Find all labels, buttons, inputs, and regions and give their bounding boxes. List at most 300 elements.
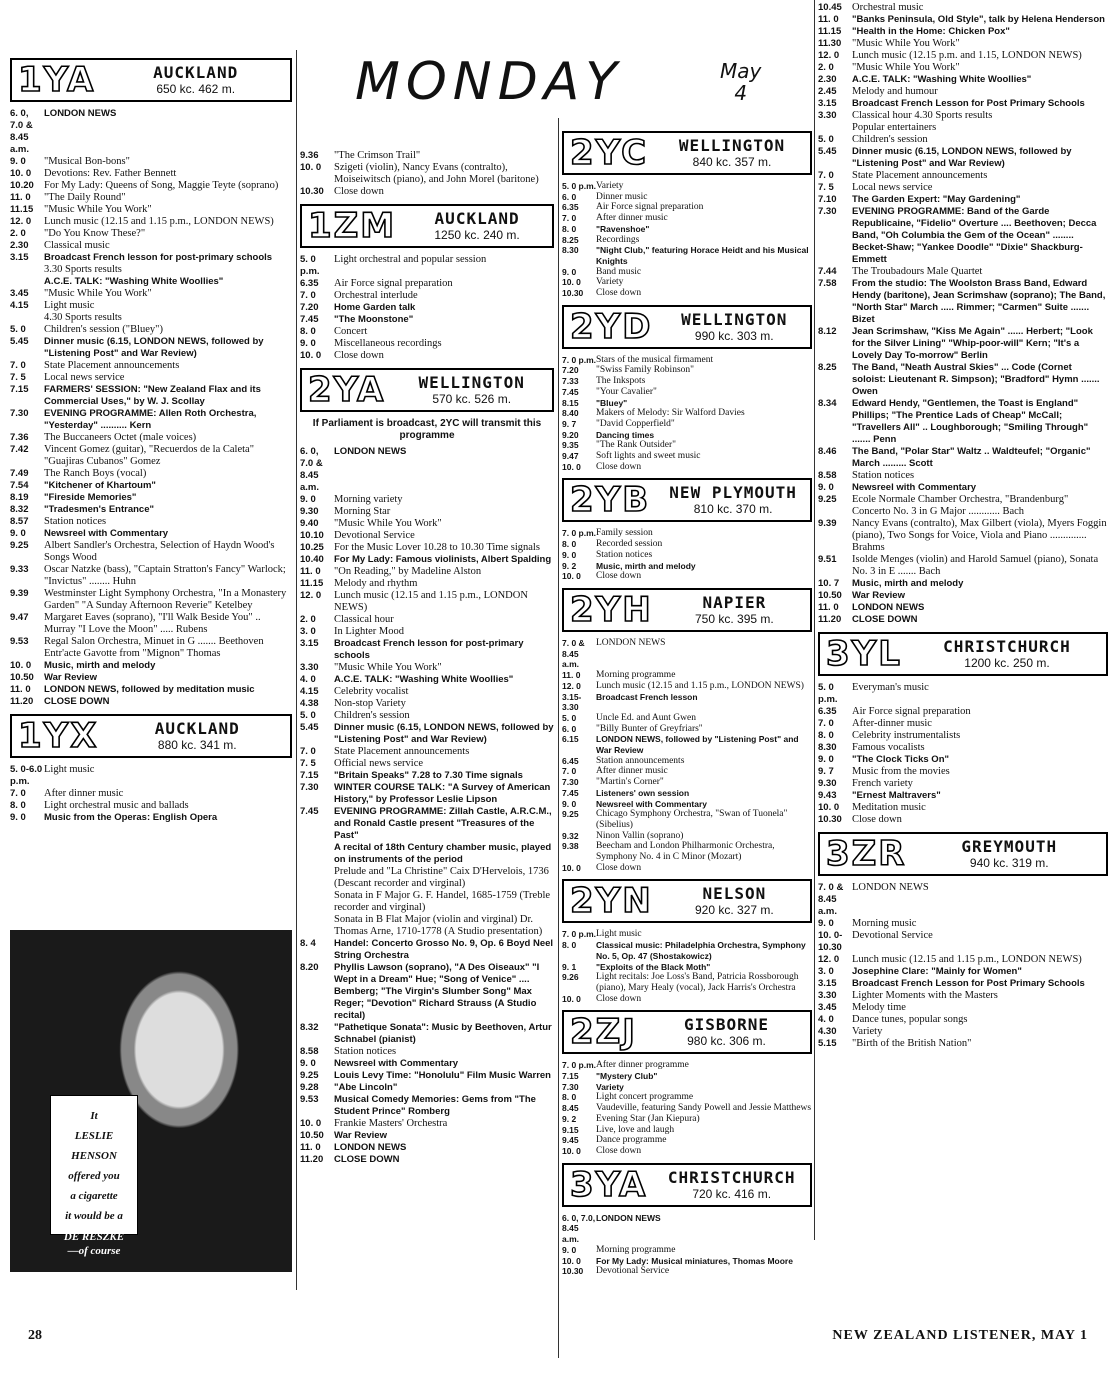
programme-text: "On Reading," by Madeline Alston bbox=[334, 566, 482, 577]
time: 5. 0 p.m. bbox=[818, 682, 838, 705]
programme-item bbox=[562, 766, 812, 777]
ad-line: LESLIE bbox=[74, 1130, 114, 1142]
time: 4.30 bbox=[818, 1026, 837, 1037]
call-sign: 3YL bbox=[826, 634, 902, 674]
programme-text: LONDON NEWS bbox=[852, 602, 925, 613]
call-sign: 3ZR bbox=[826, 834, 907, 874]
programme-item bbox=[10, 336, 292, 360]
time: 7. 0 bbox=[818, 170, 834, 181]
programme-item bbox=[300, 614, 554, 626]
programme-text: Isolde Menges (violin) and Harold Samuel (piano), Sonata No. 3 in E ....... Bach bbox=[852, 554, 1099, 577]
programme-item bbox=[818, 978, 1108, 990]
time: 8.58 bbox=[818, 470, 837, 481]
programme-text: Sonata in B Flat Major (violin and virginal) Dr. Thomas Arne, 1710-1778 (A Studio presentation) bbox=[334, 914, 543, 937]
time: 8.19 bbox=[10, 492, 29, 503]
city: WELLINGTON bbox=[678, 136, 786, 155]
time: 10.30 bbox=[818, 814, 842, 825]
time: 11.15 bbox=[300, 578, 324, 589]
programme-text: Light music bbox=[44, 300, 95, 311]
time: 7. 0 p.m. bbox=[562, 1060, 597, 1071]
time: 9. 7 bbox=[562, 418, 577, 429]
programme-item bbox=[562, 1071, 812, 1082]
station-logo bbox=[10, 714, 292, 758]
programme-item bbox=[818, 918, 1108, 930]
programme-text: After dinner music bbox=[44, 788, 124, 799]
programme-item bbox=[10, 444, 292, 468]
programme-item bbox=[562, 376, 812, 387]
programme-item bbox=[10, 480, 292, 492]
time: 8. 0 bbox=[300, 326, 316, 337]
programme-item bbox=[562, 440, 812, 451]
time: 7.36 bbox=[10, 432, 29, 443]
time: 4. 0 bbox=[818, 1014, 834, 1025]
station-block bbox=[300, 204, 554, 362]
programme-item bbox=[562, 202, 812, 213]
programme-item bbox=[10, 216, 292, 228]
frequency: 570 kc. 526 m. bbox=[432, 392, 512, 406]
programme-text: Beecham and London Philharmonic Orchestra, Symphony No. 4 in C Minor (Mozart) bbox=[596, 841, 775, 863]
programme-text: Station notices bbox=[334, 1046, 397, 1057]
programme-item bbox=[300, 162, 554, 186]
programme-item bbox=[818, 266, 1108, 278]
station-info bbox=[653, 1165, 810, 1205]
programme-text: "Ernest Maltravers" bbox=[852, 790, 941, 801]
time: 9.25 bbox=[300, 1070, 319, 1081]
programme-text: Josephine Clare: "Mainly for Women" bbox=[852, 966, 1022, 977]
programme-text: Ninon Vallin (soprano) bbox=[596, 830, 684, 841]
programme-item bbox=[818, 706, 1108, 718]
station-block bbox=[10, 714, 292, 824]
programme-text: Station notices bbox=[44, 516, 107, 527]
time: 9. 0 bbox=[10, 528, 26, 539]
programme-item bbox=[300, 1022, 554, 1046]
programme-text: Miscellaneous recordings bbox=[334, 338, 442, 349]
programme-text: A recital of 18th Century chamber music, played on instruments of the period bbox=[334, 842, 552, 865]
programme-text: Light concert programme bbox=[596, 1092, 694, 1103]
programme-item bbox=[818, 814, 1108, 826]
ad-line: —of course bbox=[67, 1245, 121, 1257]
time: 8.20 bbox=[300, 962, 319, 973]
programme-item bbox=[562, 841, 812, 862]
programme-text: Morning Star bbox=[334, 506, 391, 517]
programme-text: "Swiss Family Robinson" bbox=[596, 365, 695, 376]
time: 7.15 bbox=[562, 1071, 579, 1082]
time: 9.15 bbox=[562, 1124, 579, 1135]
page-number: 28 bbox=[28, 1328, 42, 1343]
programme-text: Lunch music (12.15 and 1.15 p.m., LONDON NEWS) bbox=[44, 216, 274, 227]
time: 11. 0 bbox=[10, 684, 31, 695]
programme-text: LONDON NEWS bbox=[596, 637, 666, 648]
programme-text: Dancing times bbox=[596, 429, 655, 440]
time: 7. 0 p.m. bbox=[562, 354, 597, 365]
programme-text: Westminster Light Symphony Orchestra, "In a Monastery Garden" "A Sunday Afternoon Reverie" Ketelbey bbox=[44, 588, 287, 611]
column-3 bbox=[562, 125, 812, 1277]
programme-item bbox=[300, 290, 554, 302]
programme-item bbox=[10, 672, 292, 684]
station-block bbox=[818, 632, 1108, 826]
programme-item bbox=[818, 86, 1108, 98]
time: 7.45 bbox=[562, 386, 579, 397]
programme-item bbox=[300, 722, 554, 746]
programme-text: State Placement announcements bbox=[44, 360, 180, 371]
programme-item bbox=[300, 1130, 554, 1142]
call-sign: 1ZM bbox=[308, 206, 397, 246]
programme-item bbox=[562, 213, 812, 224]
programme-text: "Ravenshoe" bbox=[596, 223, 650, 234]
programme-text: Ecole Normale Chamber Orchestra, "Brandenburg" Concerto No. 3 in G Major ............ Bach bbox=[852, 494, 1069, 517]
time: 3.30 bbox=[300, 662, 319, 673]
station-info bbox=[659, 307, 811, 347]
programme-text: "Music While You Work" bbox=[852, 62, 960, 73]
programme-item bbox=[562, 1146, 812, 1157]
programme-item bbox=[300, 782, 554, 806]
page-header bbox=[355, 52, 655, 112]
programme-text: After dinner music bbox=[596, 766, 668, 777]
city: WELLINGTON bbox=[681, 309, 788, 329]
time: 9.30 bbox=[300, 506, 319, 517]
time: 12. 0 bbox=[818, 50, 840, 61]
programme-text: The Ranch Boys (vocal) bbox=[44, 468, 147, 479]
programme-item bbox=[562, 181, 812, 192]
time: 11. 0 bbox=[562, 670, 581, 681]
time: 2. 0 bbox=[10, 228, 26, 239]
time: 10. 0 bbox=[562, 862, 581, 873]
time: 7.58 bbox=[818, 278, 837, 289]
ad-tagline bbox=[50, 1230, 138, 1258]
programme-item bbox=[300, 314, 554, 326]
time: 8.30 bbox=[562, 245, 579, 256]
programme-text: 4.30 Sports results bbox=[44, 312, 122, 323]
programme-item bbox=[562, 430, 812, 441]
programme-item bbox=[562, 1256, 812, 1267]
programme-item bbox=[10, 764, 292, 788]
programme-text: EVENING PROGRAMME: Zillah Castle, A.R.C.M., and Ronald Castle present "Treasures of the Past" bbox=[334, 806, 552, 841]
time: 8.32 bbox=[300, 1022, 319, 1033]
time: 8.57 bbox=[10, 516, 29, 527]
programme-item bbox=[300, 578, 554, 590]
programme-text: "Birth of the British Nation" bbox=[852, 1038, 972, 1049]
programme-item bbox=[10, 564, 292, 588]
time: 5. 0 bbox=[300, 710, 316, 721]
time: 8.58 bbox=[300, 1046, 319, 1057]
frequency: 940 kc. 319 m. bbox=[969, 856, 1049, 870]
programme-text: "David Copperfield" bbox=[596, 418, 675, 429]
time: 6. 0, 7.0 & 8.45 a.m. bbox=[10, 108, 33, 155]
programme-item bbox=[818, 742, 1108, 754]
programme-item bbox=[562, 1114, 812, 1125]
programme-text: Variety bbox=[596, 277, 624, 288]
programme-text: For My Lady: Musical miniatures, Thomas Moore bbox=[596, 1255, 793, 1266]
programme-text: WINTER COURSE TALK: "A Survey of American History," by Professor Leslie Lipson bbox=[334, 782, 551, 805]
programme-text: FARMERS' SESSION: "New Zealand Flax and its Commercial Uses," by W. J. Scollay bbox=[44, 384, 261, 407]
programme-item bbox=[818, 62, 1108, 74]
programme-item bbox=[818, 790, 1108, 802]
call-sign: 2YB bbox=[570, 480, 651, 521]
station-logo bbox=[562, 305, 812, 349]
programme-text: War Review bbox=[44, 672, 97, 683]
programme-text: The Band, "Polar Star" Waltz .. Waldteufel; "Organic" March ......... Scott bbox=[852, 446, 1091, 469]
time: 8.34 bbox=[818, 398, 837, 409]
programme-item bbox=[300, 1082, 554, 1094]
programme-item bbox=[10, 800, 292, 812]
time: 10.30 bbox=[562, 1266, 584, 1277]
programme-text: Music, mirth and melody bbox=[596, 560, 696, 571]
programme-item bbox=[10, 360, 292, 372]
programme-item bbox=[818, 754, 1108, 766]
time: 6.35 bbox=[562, 202, 579, 213]
programme-text: Louis Levy Time: "Honolulu" Film Music Warren bbox=[334, 1070, 551, 1081]
programme-text: Dance tunes, popular songs bbox=[852, 1014, 968, 1025]
programme-text: Albert Sandler's Orchestra, Selection of Haydn Wood's Songs Wood bbox=[44, 540, 275, 563]
programme-text: The Troubadours Male Quartet bbox=[852, 266, 983, 277]
time: 9.38 bbox=[562, 841, 579, 852]
programme-item bbox=[300, 1046, 554, 1058]
programme-item bbox=[10, 432, 292, 444]
programme-item bbox=[818, 26, 1108, 38]
programme-item bbox=[818, 446, 1108, 470]
programme-item bbox=[818, 930, 1108, 954]
programme-text: For My Lady: Famous violinists, Albert Spalding bbox=[334, 554, 552, 565]
station-block bbox=[562, 478, 812, 582]
programme-text: Nancy Evans (contralto), Max Gilbert (viola), Myers Foggin (piano), Two Songs for Voice, Viola and Piano .............. Brahms bbox=[852, 518, 1107, 553]
programme-text: "Music While You Work" bbox=[852, 38, 960, 49]
time: 9.43 bbox=[818, 790, 837, 801]
time: 6.45 bbox=[562, 755, 579, 766]
programme-item bbox=[300, 890, 554, 914]
time: 9. 2 bbox=[562, 1113, 577, 1124]
programme-item bbox=[818, 494, 1108, 518]
time: 9.39 bbox=[818, 518, 837, 529]
programme-item bbox=[10, 636, 292, 660]
time: 7.30 bbox=[818, 206, 837, 217]
ad-line: DE RESZKE bbox=[63, 1231, 125, 1243]
station-logo bbox=[562, 131, 812, 175]
programme-item bbox=[10, 516, 292, 528]
call-sign: 1YA bbox=[18, 60, 96, 100]
programme-item bbox=[562, 288, 812, 299]
time bbox=[10, 264, 44, 276]
programme-item bbox=[818, 990, 1108, 1002]
programme-text: Celebrity instrumentalists bbox=[852, 730, 961, 741]
programme-text: Close down bbox=[334, 350, 384, 361]
programme-item bbox=[562, 756, 812, 767]
programme-item bbox=[10, 204, 292, 216]
programme-item bbox=[10, 156, 292, 168]
station-block bbox=[562, 879, 812, 1004]
programme-text: Orchestral interlude bbox=[334, 290, 418, 301]
programme-item bbox=[562, 713, 812, 724]
programme-item bbox=[562, 365, 812, 376]
station-block bbox=[562, 1010, 812, 1156]
time: 3.45 bbox=[818, 1002, 837, 1013]
programme-item bbox=[818, 482, 1108, 494]
programme-item bbox=[300, 710, 554, 722]
programme-text: Air Force signal preparation bbox=[596, 202, 704, 213]
programme-text: Local news service bbox=[44, 372, 125, 383]
frequency: 980 kc. 306 m. bbox=[687, 1034, 766, 1049]
time: 3.30 bbox=[818, 110, 837, 121]
time: 10.45 bbox=[818, 2, 842, 13]
programme-item bbox=[10, 192, 292, 204]
programme-text: French variety bbox=[852, 778, 913, 789]
programme-text: Orchestral music bbox=[852, 2, 924, 13]
programme-text: EVENING PROGRAMME: Allen Roth Orchestra, "Yesterday" .......... Kern bbox=[44, 408, 257, 431]
programme-item bbox=[562, 462, 812, 473]
programme-text: Home Garden talk bbox=[334, 302, 416, 313]
time: 3.15 bbox=[818, 98, 837, 109]
programme-item bbox=[300, 698, 554, 710]
programme-text: Classical hour bbox=[334, 614, 394, 625]
station-logo bbox=[562, 478, 812, 522]
programme-item bbox=[10, 788, 292, 800]
programme-text: Devotional Service bbox=[852, 930, 933, 941]
time: 8.25 bbox=[562, 234, 579, 245]
station-logo bbox=[562, 879, 812, 923]
programme-text: Uncle Ed. and Aunt Gwen bbox=[596, 712, 696, 723]
programme-text: Famous vocalists bbox=[852, 742, 925, 753]
station-logo bbox=[818, 632, 1108, 676]
day-number: 4 bbox=[734, 81, 748, 105]
programme-item bbox=[818, 966, 1108, 978]
programme-text: "Health in the Home: Chicken Pox" bbox=[852, 26, 1010, 37]
time: 3.45 bbox=[10, 288, 29, 299]
programme-text: LONDON NEWS bbox=[852, 882, 929, 893]
programme-item bbox=[818, 398, 1108, 446]
programme-text: Newsreel with Commentary bbox=[44, 528, 169, 539]
programme-item bbox=[562, 1103, 812, 1114]
programme-item bbox=[818, 682, 1108, 706]
programme-item bbox=[562, 929, 812, 940]
programme-item bbox=[818, 170, 1108, 182]
programme-text: Frankie Masters' Orchestra bbox=[334, 1118, 448, 1129]
time: 9. 1 bbox=[562, 961, 577, 972]
programme-item bbox=[818, 98, 1108, 110]
time: 10. 0 bbox=[300, 1118, 322, 1129]
programme-text: The Garden Expert: "May Gardening" bbox=[852, 194, 1021, 205]
time: 5. 0 p.m. bbox=[300, 254, 320, 277]
time: 9.33 bbox=[10, 564, 29, 575]
programme-item bbox=[818, 470, 1108, 482]
time: 11. 0 bbox=[300, 566, 321, 577]
frequency: 880 kc. 341 m. bbox=[157, 738, 237, 752]
programme-item bbox=[10, 240, 292, 252]
time: 7. 5 bbox=[10, 372, 26, 383]
time: 7.20 bbox=[562, 365, 579, 376]
programme-text: "The Clock Ticks On" bbox=[852, 754, 949, 765]
station-logo bbox=[562, 1163, 812, 1207]
programme-item bbox=[10, 264, 292, 276]
programme-text: Station announcements bbox=[596, 755, 685, 766]
programme-text: War Review bbox=[334, 1130, 387, 1141]
call-sign: 2YH bbox=[570, 589, 653, 630]
time: 9. 0 bbox=[10, 156, 26, 167]
programme-text: "Bluey" bbox=[596, 397, 628, 408]
programme-item bbox=[300, 866, 554, 890]
programme-text: "Musical Bon-bons" bbox=[44, 156, 130, 167]
time: 9.25 bbox=[562, 809, 579, 820]
programme-text: Morning programme bbox=[596, 1244, 676, 1255]
frequency: 650 kc. 462 m. bbox=[156, 82, 236, 96]
time: 7.49 bbox=[10, 468, 29, 479]
programme-text: Devotions: Rev. Father Bennett bbox=[44, 168, 177, 179]
programme-text: LONDON NEWS bbox=[334, 446, 407, 457]
programme-text: Close down bbox=[596, 862, 642, 873]
programme-text: Band music bbox=[596, 266, 642, 277]
time: 8.45 bbox=[562, 1103, 579, 1114]
time: 7. 0 & 8.45 a.m. bbox=[562, 637, 585, 670]
programme-item bbox=[10, 312, 292, 324]
programme-item bbox=[562, 1092, 812, 1103]
time: 7. 0 bbox=[10, 360, 26, 371]
city: AUCKLAND bbox=[153, 63, 239, 82]
time: 7.30 bbox=[10, 408, 29, 419]
programme-item bbox=[300, 186, 554, 198]
programme-item bbox=[562, 940, 812, 961]
time: 9.47 bbox=[10, 612, 29, 623]
programme-item bbox=[300, 338, 554, 350]
programme-item bbox=[300, 842, 554, 866]
programme-item bbox=[300, 542, 554, 554]
time: 9. 0 bbox=[818, 918, 834, 929]
time: 11.30 bbox=[818, 38, 842, 49]
programme-item bbox=[818, 206, 1108, 266]
time: 4. 0 bbox=[300, 674, 316, 685]
programme-item bbox=[818, 2, 1108, 14]
time: 7.45 bbox=[300, 314, 319, 325]
time: 11. 0 bbox=[818, 602, 839, 613]
programme-item bbox=[300, 446, 554, 494]
time: 9.26 bbox=[562, 972, 579, 983]
frequency: 1200 kc. 250 m. bbox=[964, 656, 1050, 670]
time: 9.25 bbox=[818, 494, 837, 505]
programme-text: War Review bbox=[852, 590, 905, 601]
programme-item bbox=[300, 302, 554, 314]
time: 9.40 bbox=[300, 518, 319, 529]
programme-text: Classical hour 4.30 Sports results bbox=[852, 110, 993, 121]
programme-item bbox=[562, 1125, 812, 1136]
programme-text: Children's session ("Bluey") bbox=[44, 324, 163, 335]
station-block bbox=[818, 832, 1108, 1050]
programme-text: Devotional Service bbox=[334, 530, 415, 541]
time: 9.25 bbox=[10, 540, 29, 551]
time: 8. 0 bbox=[818, 730, 834, 741]
time: 10. 0 bbox=[562, 1255, 581, 1266]
time: 7. 0 bbox=[300, 746, 316, 757]
programme-text: Stars of the musical firmament bbox=[596, 354, 714, 365]
programme-item bbox=[10, 492, 292, 504]
city: WELLINGTON bbox=[418, 373, 525, 392]
time: 9. 0 bbox=[10, 812, 26, 823]
time: 2. 0 bbox=[300, 614, 316, 625]
programme-item bbox=[562, 724, 812, 735]
time: 7. 0 bbox=[300, 290, 316, 301]
programme-item bbox=[10, 588, 292, 612]
time: 9. 0 bbox=[818, 482, 834, 493]
programme-text: Makers of Melody: Sir Walford Davies bbox=[596, 408, 745, 419]
time: 6.15 bbox=[562, 734, 579, 745]
programme-text: In Lighter Mood bbox=[334, 626, 404, 637]
time: 6.35 bbox=[300, 278, 319, 289]
programme-item bbox=[562, 788, 812, 799]
programme-item bbox=[818, 602, 1108, 614]
programme-text: Music from the Operas: English Opera bbox=[44, 812, 218, 823]
time: 5.45 bbox=[300, 722, 319, 733]
time: 7. 0 & 8.45 a.m. bbox=[818, 882, 844, 917]
programme-text: A.C.E. TALK: "Washing White Woollies" bbox=[334, 674, 514, 685]
programme-item bbox=[818, 362, 1108, 398]
cigarette-advertisement bbox=[10, 930, 292, 1272]
programme-item bbox=[10, 180, 292, 192]
